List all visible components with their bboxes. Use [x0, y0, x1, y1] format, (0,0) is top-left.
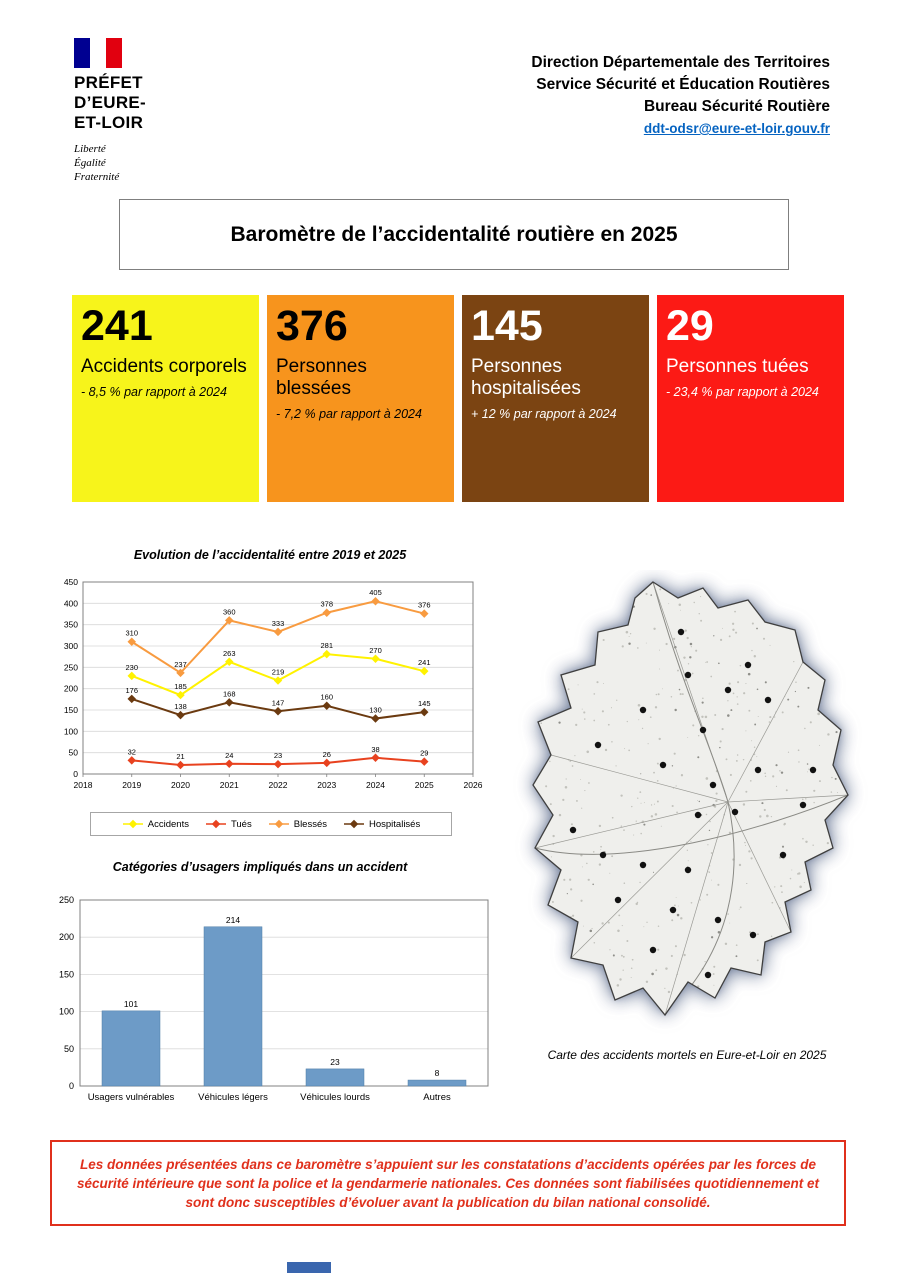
svg-text:Véhicules légers: Véhicules légers [198, 1092, 268, 1103]
svg-text:101: 101 [123, 998, 139, 1009]
stat-delta: - 7,2 % par rapport à 2024 [276, 407, 422, 421]
org-line: Bureau Sécurité Routière [643, 98, 830, 115]
svg-text:219: 219 [271, 667, 285, 677]
svg-text:350: 350 [63, 619, 78, 630]
svg-text:Autres: Autres [423, 1092, 451, 1103]
svg-text:23: 23 [273, 751, 283, 761]
legend-label: Hospitalisés [369, 818, 421, 830]
svg-text:21: 21 [176, 752, 185, 762]
svg-text:270: 270 [369, 645, 382, 655]
svg-text:310: 310 [125, 628, 139, 638]
svg-text:263: 263 [222, 648, 236, 658]
svg-text:250: 250 [63, 662, 78, 673]
logo-motto [74, 142, 146, 184]
stat-label: Personnes hospitalisées [471, 356, 581, 399]
svg-text:26: 26 [322, 749, 331, 759]
prefecture-logo [74, 38, 146, 184]
stat-delta: - 8,5 % par rapport à 2024 [81, 385, 227, 399]
bar-chart-svg [38, 884, 496, 1118]
svg-text:24: 24 [225, 750, 234, 760]
svg-text:237: 237 [174, 659, 187, 669]
svg-text:160: 160 [320, 692, 334, 702]
legend-label: Blessés [293, 818, 327, 830]
stat-card [657, 295, 844, 502]
map-landmass [533, 582, 848, 1015]
svg-text:400: 400 [63, 598, 78, 609]
svg-text:168: 168 [222, 689, 236, 699]
motto-line: Liberté [74, 143, 106, 155]
svg-text:147: 147 [271, 698, 285, 708]
svg-text:Véhicules lourds: Véhicules lourds [300, 1092, 370, 1103]
motto-line: Égalité [74, 157, 106, 169]
logo-line: PRÉFET [74, 73, 143, 92]
org-line: Service Sécurité et Éducation Routières [536, 76, 830, 93]
document-title: Baromètre de l’accidentalité routière en 2025 [230, 222, 678, 246]
svg-text:100: 100 [58, 1006, 74, 1017]
svg-text:2021: 2021 [219, 780, 239, 790]
svg-text:50: 50 [63, 1043, 74, 1054]
map-caption: Carte des accidents mortels en Eure-et-Loir en 2025 [547, 1048, 827, 1062]
svg-text:300: 300 [63, 641, 78, 651]
stat-label: Personnes blessées [276, 356, 367, 399]
email-link[interactable]: ddt-odsr@eure-et-loir.gouv.fr [643, 121, 830, 136]
svg-text:138: 138 [174, 702, 187, 712]
legend-label: Tués [230, 818, 252, 830]
flag-blue-stripe [74, 38, 90, 68]
svg-text:32: 32 [127, 747, 136, 757]
legend-marker-icon [122, 819, 144, 829]
svg-text:Usagers vulnérables: Usagers vulnérables [87, 1092, 175, 1103]
stat-value: 145 [471, 302, 543, 350]
svg-text:0: 0 [73, 769, 78, 779]
stat-card [72, 295, 259, 502]
legend-item [122, 819, 189, 830]
svg-text:2026: 2026 [463, 780, 483, 790]
legend-item [343, 819, 420, 830]
stat-label: Personnes tuées [666, 356, 809, 377]
svg-text:0: 0 [68, 1081, 74, 1091]
legend-item [205, 819, 252, 830]
legend-label: Accidents [147, 818, 189, 830]
svg-text:2020: 2020 [171, 780, 190, 790]
stat-card [462, 295, 649, 502]
flag-white-stripe [90, 38, 106, 68]
flag-red-stripe [106, 38, 122, 68]
legend-marker-icon [343, 819, 365, 829]
svg-text:214: 214 [225, 914, 241, 925]
svg-text:8: 8 [434, 1068, 440, 1079]
svg-text:176: 176 [125, 685, 139, 695]
svg-text:130: 130 [369, 705, 382, 715]
map-svg [503, 570, 871, 1040]
svg-text:185: 185 [174, 682, 187, 692]
svg-text:150: 150 [63, 705, 78, 715]
french-flag-icon [74, 38, 122, 68]
svg-text:38: 38 [371, 744, 380, 754]
stat-delta: + 12 % par rapport à 2024 [471, 407, 617, 421]
stat-delta: - 23,4 % par rapport à 2024 [666, 385, 819, 399]
svg-text:100: 100 [63, 726, 78, 737]
svg-text:405: 405 [369, 588, 382, 598]
svg-text:29: 29 [420, 748, 429, 758]
page-bottom-blue-mark [287, 1262, 331, 1273]
logo-title [74, 73, 146, 133]
svg-text:333: 333 [271, 618, 285, 628]
svg-text:50: 50 [68, 747, 78, 758]
footer-note-text: Les données présentées dans ce baromètre s’appuient sur les constatations d’accidents opérées par les forces de sécurité intérieure que sont la police et la gendarmerie nationales. Ces données sont fiabilisées quotidiennement et sont donc susceptibles d’évoluer avant la publication du bilan national consolidé. [77, 1156, 819, 1210]
svg-text:2023: 2023 [317, 780, 337, 790]
svg-text:376: 376 [417, 600, 431, 610]
svg-text:250: 250 [58, 895, 74, 905]
svg-text:360: 360 [222, 607, 236, 617]
legend-marker-icon [268, 819, 290, 829]
svg-text:241: 241 [417, 658, 431, 668]
svg-text:2024: 2024 [366, 780, 385, 790]
line-chart-title: Evolution de l’accidentalité entre 2019 et 2025 [133, 548, 407, 562]
stat-card [267, 295, 454, 502]
logo-line: ET-LOIR [74, 113, 144, 132]
line-chart-legend [90, 812, 452, 836]
accident-map [503, 570, 871, 1040]
svg-text:378: 378 [320, 599, 334, 609]
svg-text:281: 281 [320, 641, 334, 651]
svg-text:200: 200 [63, 683, 78, 694]
org-header [531, 52, 830, 140]
svg-text:230: 230 [125, 662, 139, 672]
stat-label: Accidents corporels [81, 356, 247, 377]
document-title-box [119, 199, 789, 270]
stat-value: 376 [276, 302, 348, 350]
svg-text:450: 450 [63, 577, 78, 587]
logo-line: D’EURE- [74, 93, 146, 112]
org-line: Direction Départementale des Territoires [531, 54, 830, 71]
line-chart-svg [45, 570, 485, 810]
footer-note [50, 1140, 846, 1226]
bar-chart-title: Catégories d’usagers impliqués dans un accident [112, 860, 408, 874]
legend-item [268, 819, 327, 830]
stat-value: 241 [81, 302, 153, 350]
legend-marker-icon [205, 819, 227, 829]
svg-text:150: 150 [58, 969, 74, 980]
svg-text:23: 23 [330, 1056, 340, 1067]
motto-line: Fraternité [74, 171, 120, 183]
svg-text:2018: 2018 [73, 780, 93, 790]
svg-text:200: 200 [58, 932, 74, 943]
stat-value: 29 [666, 302, 714, 350]
svg-text:2019: 2019 [122, 780, 142, 790]
svg-text:2025: 2025 [414, 780, 434, 790]
svg-text:2022: 2022 [268, 780, 288, 790]
svg-text:145: 145 [417, 699, 431, 709]
